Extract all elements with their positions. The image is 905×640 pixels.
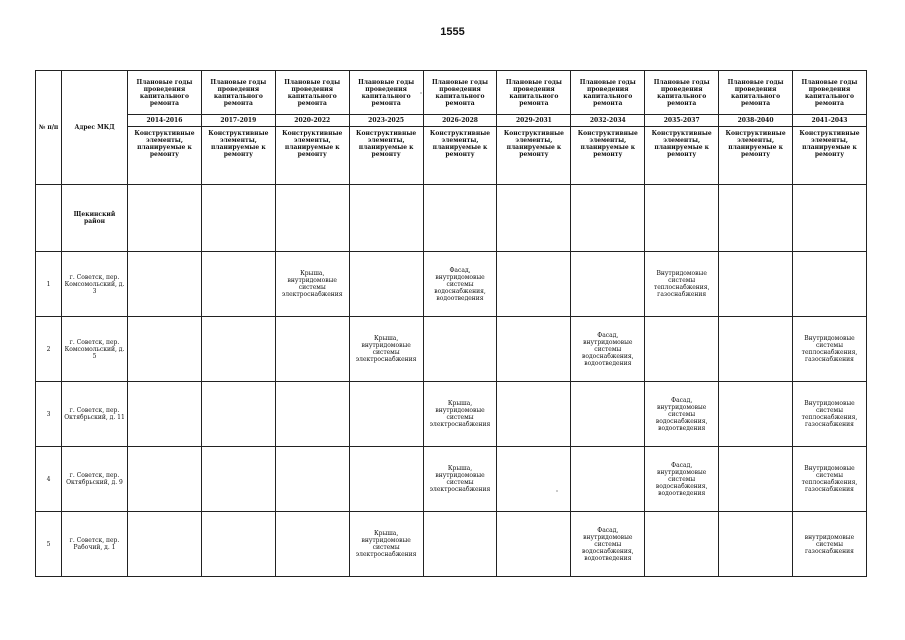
elements-header: Конструктивные элементы, планируемые к ремонту bbox=[719, 127, 793, 185]
repair-cell bbox=[645, 512, 719, 577]
repair-cell bbox=[497, 447, 571, 512]
repair-cell bbox=[128, 447, 202, 512]
row-address: г. Советск, пер. Комсомольский, д. 5 bbox=[62, 317, 128, 382]
period-title-header: Плановые годы проведения капитального ремонта bbox=[423, 71, 497, 115]
elements-header: Конструктивные элементы, планируемые к ремонту bbox=[275, 127, 349, 185]
elements-header: Конструктивные элементы, планируемые к ремонту bbox=[571, 127, 645, 185]
period-years: 2017-2019 bbox=[201, 115, 275, 127]
column-header-address: Адрес МКД bbox=[62, 71, 128, 185]
repair-cell bbox=[349, 382, 423, 447]
repair-cell bbox=[128, 382, 202, 447]
elements-header: Конструктивные элементы, планируемые к ремонту bbox=[201, 127, 275, 185]
elements-header: Конструктивные элементы, планируемые к ремонту bbox=[793, 127, 867, 185]
repair-cell bbox=[571, 252, 645, 317]
repair-cell bbox=[719, 252, 793, 317]
elements-header: Конструктивные элементы, планируемые к ремонту bbox=[645, 127, 719, 185]
repair-cell bbox=[571, 382, 645, 447]
elements-header: Конструктивные элементы, планируемые к ремонту bbox=[128, 127, 202, 185]
empty-cell bbox=[423, 185, 497, 252]
row-address: г. Советск, пер. Рабочий, д. 1 bbox=[62, 512, 128, 577]
row-address: г. Советск, пер. Октябрьский, д. 11 bbox=[62, 382, 128, 447]
period-years: 2029-2031 bbox=[497, 115, 571, 127]
empty-cell bbox=[349, 185, 423, 252]
period-title-header: Плановые годы проведения капитального ремонта bbox=[275, 71, 349, 115]
repair-cell: Внутридомовые системы теплоснабжения, газоснабжения bbox=[793, 447, 867, 512]
repair-cell bbox=[423, 512, 497, 577]
period-years: 2041-2043 bbox=[793, 115, 867, 127]
period-title-header: Плановые годы проведения капитального ремонта bbox=[349, 71, 423, 115]
repair-cell: Внутридомовые системы теплоснабжения, газоснабжения bbox=[793, 317, 867, 382]
table-row bbox=[36, 512, 867, 577]
repair-cell bbox=[275, 382, 349, 447]
repair-cell bbox=[497, 252, 571, 317]
header-row-years bbox=[36, 115, 867, 127]
repair-cell bbox=[497, 382, 571, 447]
repair-cell bbox=[201, 447, 275, 512]
repair-cell: Крыша, внутридомовые системы электроснабжения bbox=[349, 317, 423, 382]
repair-cell bbox=[719, 382, 793, 447]
repair-cell: Крыша, внутридомовые системы электроснабжения bbox=[423, 382, 497, 447]
repair-cell: Внутридомовые системы теплоснабжения, газоснабжения bbox=[645, 252, 719, 317]
repair-cell: Крыша, внутридомовые системы электроснабжения bbox=[349, 512, 423, 577]
empty-cell bbox=[497, 185, 571, 252]
period-title-header: Плановые годы проведения капитального ремонта bbox=[645, 71, 719, 115]
period-years: 2020-2022 bbox=[275, 115, 349, 127]
period-title-header: Плановые годы проведения капитального ремонта bbox=[201, 71, 275, 115]
row-address: г. Советск, пер. Октябрьский, д. 9 bbox=[62, 447, 128, 512]
period-title-header: Плановые годы проведения капитального ремонта bbox=[719, 71, 793, 115]
repair-cell: внутридомовые системы газоснабжения bbox=[793, 512, 867, 577]
repair-cell bbox=[719, 447, 793, 512]
header-row-elements bbox=[36, 127, 867, 185]
row-address: г. Советск, пер. Комсомольский, д. 3 bbox=[62, 252, 128, 317]
repair-cell bbox=[719, 512, 793, 577]
repair-cell: Фасад, внутридомовые системы водоснабжения, водоотведения bbox=[645, 382, 719, 447]
empty-cell bbox=[571, 185, 645, 252]
repair-cell bbox=[349, 447, 423, 512]
table-row bbox=[36, 447, 867, 512]
period-years: 2038-2040 bbox=[719, 115, 793, 127]
row-number: 2 bbox=[36, 317, 62, 382]
period-years: 2035-2037 bbox=[645, 115, 719, 127]
district-name: Щекинский район bbox=[62, 185, 128, 252]
period-title-header: Плановые годы проведения капитального ремонта bbox=[497, 71, 571, 115]
repair-cell bbox=[793, 252, 867, 317]
repair-cell bbox=[201, 317, 275, 382]
repair-cell bbox=[719, 317, 793, 382]
elements-header: Конструктивные элементы, планируемые к ремонту bbox=[423, 127, 497, 185]
period-years: 2023-2025 bbox=[349, 115, 423, 127]
repair-cell bbox=[275, 447, 349, 512]
repair-cell: Фасад, внутридомовые системы водоснабжения, водоотведения bbox=[571, 512, 645, 577]
row-number: 1 bbox=[36, 252, 62, 317]
empty-cell bbox=[719, 185, 793, 252]
header-row-titles bbox=[36, 71, 867, 115]
empty-cell bbox=[201, 185, 275, 252]
repair-cell bbox=[201, 512, 275, 577]
page-number: 1555 bbox=[440, 26, 465, 38]
elements-header: Конструктивные элементы, планируемые к ремонту bbox=[349, 127, 423, 185]
elements-header: Конструктивные элементы, планируемые к ремонту bbox=[497, 127, 571, 185]
row-number: 5 bbox=[36, 512, 62, 577]
district-row bbox=[36, 185, 867, 252]
capital-repair-plan-table bbox=[35, 70, 867, 577]
repair-cell bbox=[645, 317, 719, 382]
scan-speck bbox=[556, 490, 558, 492]
repair-cell: Фасад, внутридомовые системы водоснабжения, водоотведения bbox=[645, 447, 719, 512]
row-number: 4 bbox=[36, 447, 62, 512]
row-number: 3 bbox=[36, 382, 62, 447]
empty-cell bbox=[645, 185, 719, 252]
repair-cell bbox=[497, 317, 571, 382]
empty-cell bbox=[128, 185, 202, 252]
scan-speck bbox=[420, 92, 422, 94]
district-number-cell bbox=[36, 185, 62, 252]
repair-cell bbox=[128, 512, 202, 577]
repair-cell: Внутридомовые системы теплоснабжения, газоснабжения bbox=[793, 382, 867, 447]
period-years: 2026-2028 bbox=[423, 115, 497, 127]
repair-cell: Фасад, внутридомовые системы водоснабжения, водоотведения bbox=[571, 317, 645, 382]
repair-cell bbox=[497, 512, 571, 577]
period-title-header: Плановые годы проведения капитального ремонта bbox=[571, 71, 645, 115]
repair-cell bbox=[275, 512, 349, 577]
empty-cell bbox=[793, 185, 867, 252]
table-row bbox=[36, 317, 867, 382]
repair-cell bbox=[128, 317, 202, 382]
repair-cell: Фасад, внутридомовые системы водоснабжения, водоотведения bbox=[423, 252, 497, 317]
period-years: 2032-2034 bbox=[571, 115, 645, 127]
period-years: 2014-2016 bbox=[128, 115, 202, 127]
repair-cell: Крыша, внутридомовые системы электроснабжения bbox=[275, 252, 349, 317]
repair-cell bbox=[349, 252, 423, 317]
repair-cell bbox=[275, 317, 349, 382]
repair-cell bbox=[423, 317, 497, 382]
period-title-header: Плановые годы проведения капитального ремонта bbox=[128, 71, 202, 115]
table-row bbox=[36, 252, 867, 317]
repair-cell: Крыша, внутридомовые системы электроснабжения bbox=[423, 447, 497, 512]
repair-cell bbox=[571, 447, 645, 512]
repair-cell bbox=[201, 252, 275, 317]
empty-cell bbox=[275, 185, 349, 252]
repair-cell bbox=[201, 382, 275, 447]
period-title-header: Плановые годы проведения капитального ремонта bbox=[793, 71, 867, 115]
repair-cell bbox=[128, 252, 202, 317]
column-header-number: № п/п bbox=[36, 71, 62, 185]
table-row bbox=[36, 382, 867, 447]
